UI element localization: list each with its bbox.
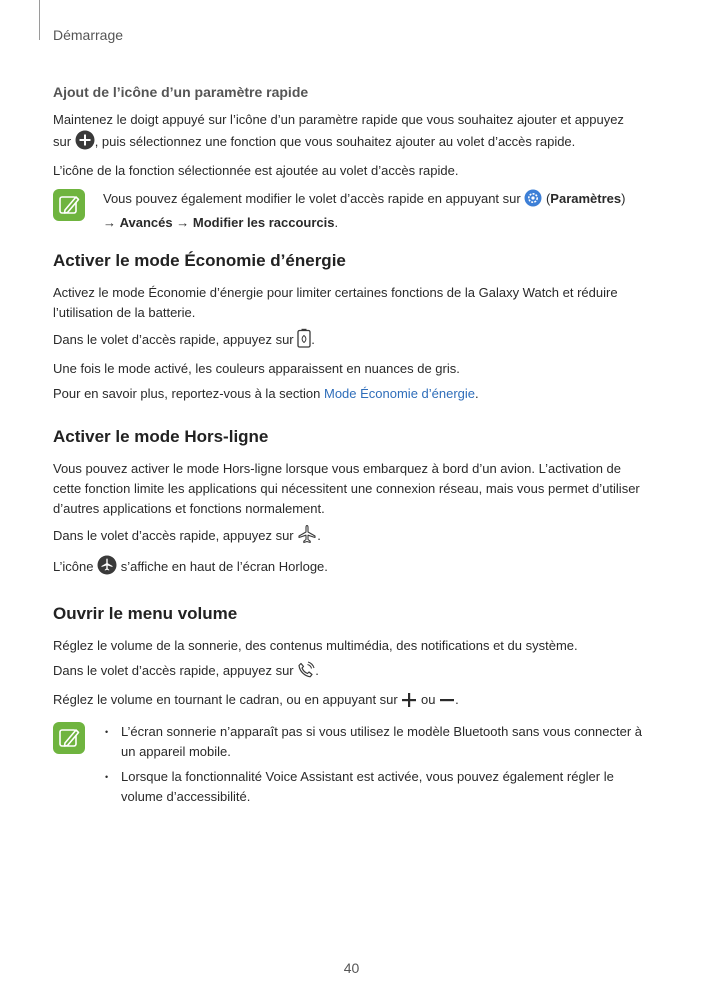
paragraph: Pour en savoir plus, reportez-vous à la section Mode Économie d’énergie. xyxy=(53,386,479,401)
paragraph: Réglez le volume en tournant le cadran, ou en appuyant sur ou . xyxy=(53,690,649,714)
settings-gear-icon xyxy=(524,189,542,213)
paragraph: Dans le volet d’accès rapide, appuyez sur . xyxy=(53,328,649,354)
minus-icon xyxy=(439,692,455,714)
paragraph: Réglez le volume de la sonnerie, des contenus multimédia, des notifications et du système. xyxy=(53,638,578,653)
paragraph: Une fois le mode activé, les couleurs apparaissent en nuances de gris. xyxy=(53,361,460,376)
paragraph: Dans le volet d’accès rapide, appuyez sur . xyxy=(53,661,649,685)
section-title-airplane-mode: Activer le mode Hors-ligne xyxy=(53,427,269,446)
paragraph: Activez le mode Économie d’énergie pour limiter certaines fonctions de la Galaxy Watch et réduire l’utilisation de la batterie. xyxy=(53,285,618,320)
note-bullet-list xyxy=(103,722,649,807)
note-text xyxy=(103,722,649,812)
list-item: • L’écran sonnerie n’apparaît pas si vous utilisez le modèle Bluetooth sans vous connecter à un appareil mobile. xyxy=(103,722,649,762)
label-avances: Avancés xyxy=(119,215,173,230)
paragraph: Vous pouvez activer le mode Hors-ligne lorsque vous embarquez à bord d’un avion. L’activation de cette fonction limite les applications qui nécessitent une connexion réseau, mais vous permet d’utiliser d’autres applications et fonctions normalement. xyxy=(53,461,640,516)
section-title-volume: Ouvrir le menu volume xyxy=(53,604,238,623)
paragraph: Dans le volet d’accès rapide, appuyez sur . xyxy=(53,524,649,550)
page-content xyxy=(53,84,649,812)
plus-icon xyxy=(401,692,417,714)
list-item: • Lorsque la fonctionnalité Voice Assistant est activée, vous pouvez également régler le volume d’accessibilité. xyxy=(103,767,649,807)
page-number: 40 xyxy=(343,960,360,976)
add-icon xyxy=(75,130,95,156)
note-box xyxy=(53,189,649,233)
label-modifier-raccourcis: Modifier les raccourcis xyxy=(192,215,335,230)
running-header: Démarrage xyxy=(53,27,124,43)
section-title-power-saving: Activer le mode Économie d’énergie xyxy=(53,251,346,270)
label-parametres: Paramètres xyxy=(550,191,622,206)
section-title-quick-setting: Ajout de l’icône d’un paramètre rapide xyxy=(53,84,309,100)
note-pencil-icon xyxy=(53,189,85,221)
sound-icon xyxy=(297,661,315,685)
airplane-status-icon xyxy=(97,555,117,581)
side-rule xyxy=(39,0,40,40)
battery-power-saving-icon xyxy=(297,328,311,354)
paragraph: Maintenez le doigt appuyé sur l’icône d’un paramètre rapide que vous souhaitez ajouter et appuyez sur , puis sélectionnez une fonction que vous souhaitez ajouter au volet d’accès rapide. xyxy=(53,110,649,156)
note-box xyxy=(53,722,649,812)
airplane-icon xyxy=(297,524,317,550)
link-power-saving-section[interactable]: Mode Économie d’énergie xyxy=(323,386,476,401)
paragraph: L’icône de la fonction sélectionnée est ajoutée au volet d’accès rapide. xyxy=(53,163,459,178)
note-pencil-icon xyxy=(53,722,85,754)
paragraph: L’icône s’affiche en haut de l’écran Horloge. xyxy=(53,555,649,581)
note-text: Vous pouvez également modifier le volet d’accès rapide en appuyant sur (Paramètres) → Avancés → Modifier les raccourcis. xyxy=(103,191,626,230)
